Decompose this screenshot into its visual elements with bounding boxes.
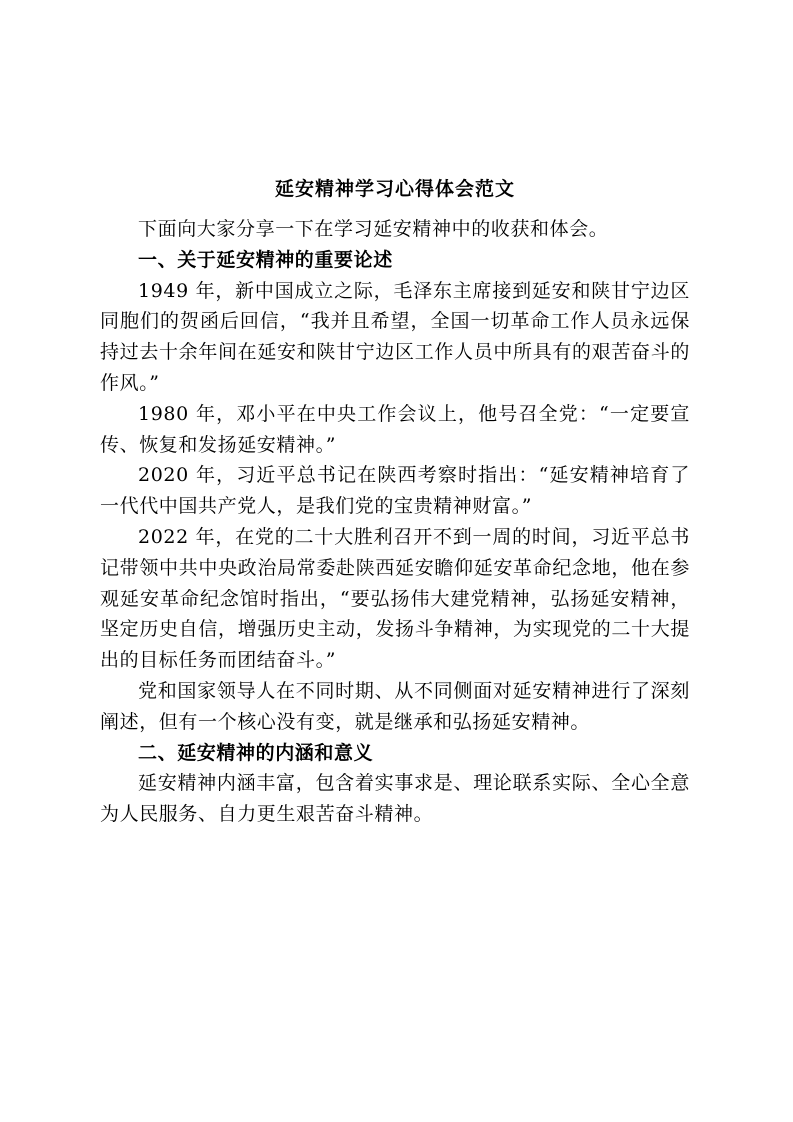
intro-paragraph: 下面向大家分享一下在学习延安精神中的收获和体会。 (138, 218, 609, 240)
section-heading-1: 一、关于延安精神的重要论述 (138, 248, 393, 271)
paragraph-summary: 党和国家领导人在不同时期、从不同侧面对延安精神进行了深刻阐述，但有一个核心没有变，就是继承和弘扬延安精神。 (100, 679, 690, 733)
paragraph-1980: 1980 年，邓小平在中央工作会议上，他号召全党：“一定要宣传、恢复和发扬延安精神。” (100, 402, 690, 456)
document-title: 延安精神学习心得体会范文 (274, 178, 515, 200)
paragraph-2022: 2022 年，在党的二十大胜利召开不到一周的时间，习近平总书记带领中共中央政治局常委赴陕西延安瞻仰延安革命纪念地，他在参观延安革命纪念馆时指出，“要弘扬伟大建党精神，弘扬延安精神，坚定历史自信，增强历史主动，发扬斗争精神，为实现党的二十大提出的目标任务而团结奋斗。” (100, 525, 690, 672)
paragraph-1949: 1949 年，新中国成立之际，毛泽东主席接到延安和陕甘宁边区同胞们的贺函后回信，“我并且希望，全国一切革命工作人员永远保持过去十余年间在延安和陕甘宁边区工作人员中所具有的艰苦奋斗的作风。” (100, 279, 690, 394)
paragraph-connotation: 延安精神内涵丰富，包含着实事求是、理论联系实际、全心全意为人民服务、自力更生艰苦奋斗精神。 (100, 772, 690, 826)
document-body (100, 172, 690, 830)
paragraph-2020: 2020 年，习近平总书记在陕西考察时指出：“延安精神培育了一代代中国共产党人，是我们党的宝贵精神财富。” (100, 464, 690, 518)
section-heading-2: 二、延安精神的内涵和意义 (138, 741, 374, 764)
